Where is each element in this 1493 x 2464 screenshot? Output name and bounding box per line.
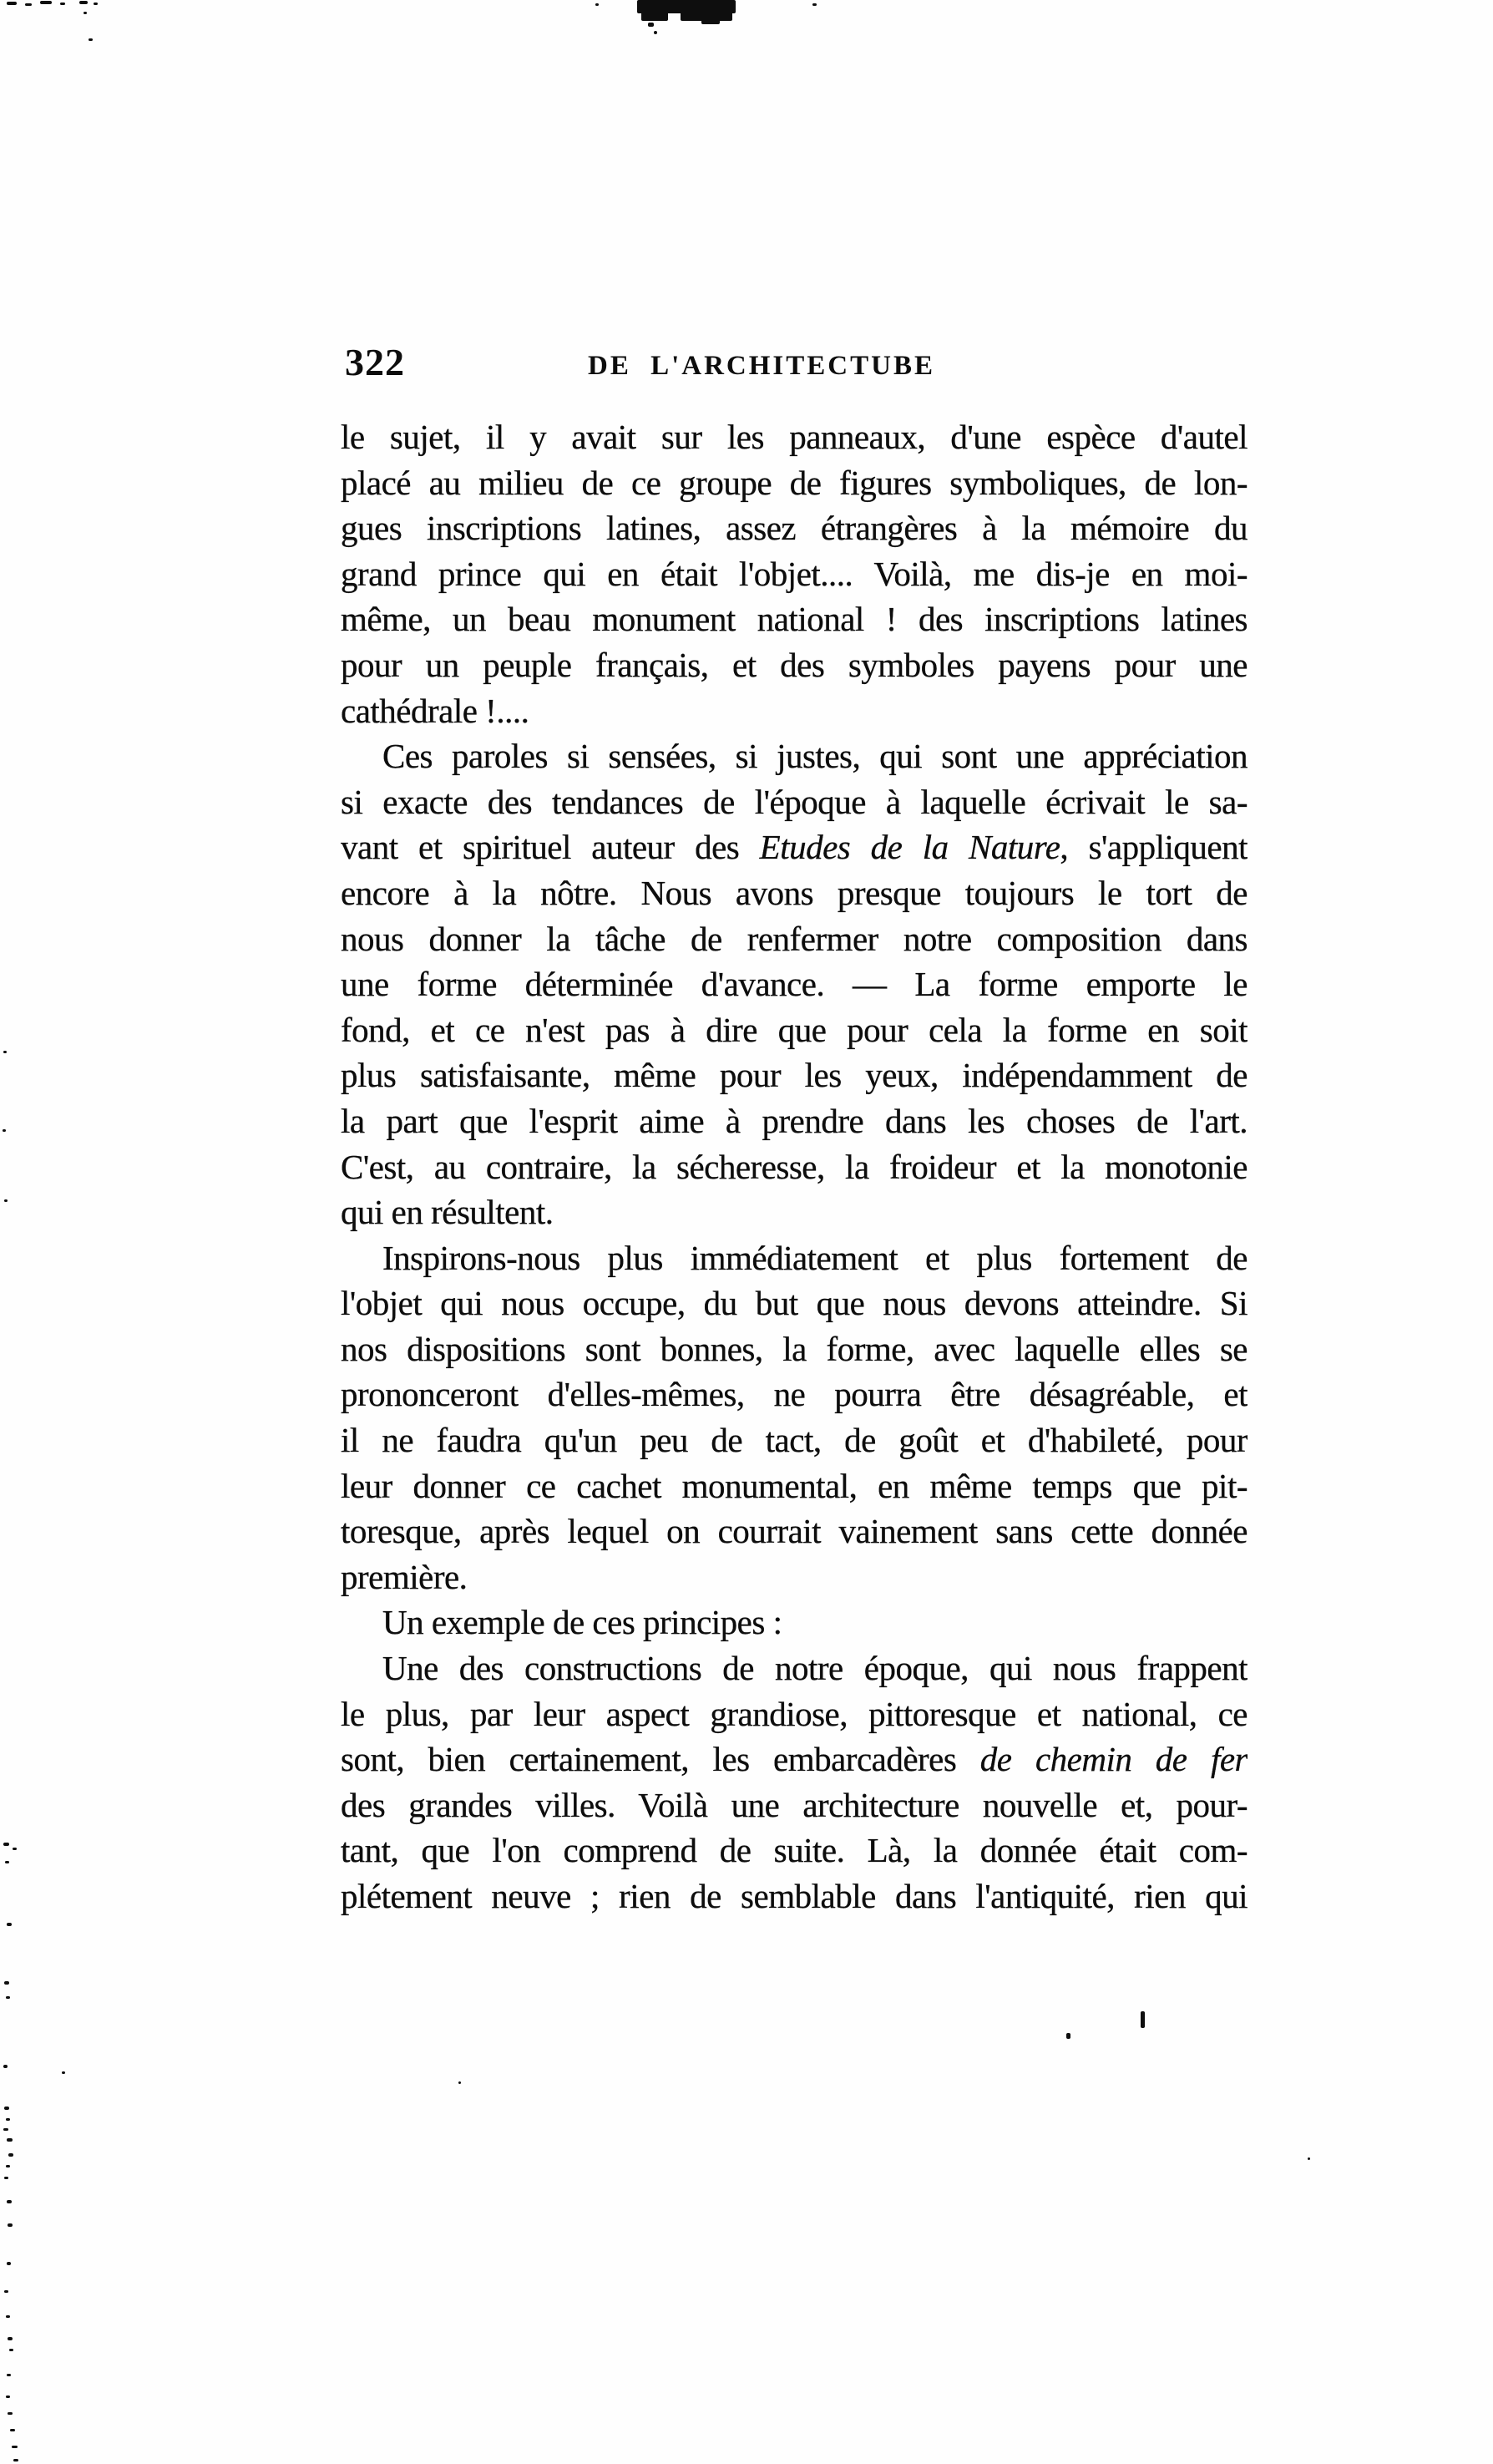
ink-speck [6,2165,10,2167]
text-segment: le plus, par leur aspect grandiose, pittoresque et national, ce [341,1694,1248,1733]
text-segment: vant et spirituel auteur des [341,828,760,867]
text-line [341,916,1248,962]
text-segment: grand prince qui en était l'objet.... Voilà, me dis-je en moi- [341,554,1248,593]
text-line [341,1144,1248,1190]
ink-speck [8,2412,13,2415]
text-segment: l'objet qui nous occupe, du but que nous devons atteindre. Si [341,1284,1248,1323]
text-segment: tant, que l'on comprend de suite. Là, la donnée était com- [341,1831,1248,1870]
ink-speck [1141,2011,1145,2028]
ink-speck [13,2459,18,2461]
ink-speck [6,2396,10,2398]
italic-phrase: Etudes de la Nature [759,828,1060,867]
ink-speck [89,38,93,41]
ink-speck [595,3,599,6]
ink-speck [701,19,720,24]
ink-speck [5,1861,9,1863]
ink-speck [3,1843,9,1846]
text-segment: une forme déterminée d'avance. — La forme emporte le [341,965,1248,1004]
text-line [341,1782,1248,1828]
ink-speck [4,1199,8,1202]
text-line [341,551,1248,597]
text-segment: prononceront d'elles-mêmes, ne pourra être désagréable, et [341,1375,1248,1414]
text-line [341,1371,1248,1417]
text-line [341,1554,1248,1600]
text-line [341,733,1248,779]
text-segment: sont, bien certainement, les embarcadères [341,1740,980,1779]
ink-speck [7,1923,12,1926]
ink-speck [641,12,668,21]
ink-speck [7,2374,11,2376]
ink-speck [84,12,87,14]
text-line [341,824,1248,870]
text-segment: fond, et ce n'est pas à dire que pour cela la forme en soit [341,1010,1248,1049]
text-line [341,1463,1248,1509]
text-segment: nos dispositions sont bonnes, la forme, avec laquelle elles se [341,1329,1248,1368]
text-segment: toresque, après lequel on courrait vainement sans cette donnée [341,1512,1248,1551]
ink-speck [812,3,817,6]
text-line [341,1873,1248,1919]
text-line [341,642,1248,688]
text-segment: Ces paroles si sensées, si justes, qui sont une appréciation [382,737,1248,776]
running-title: DE L'ARCHITECTUBE [588,351,935,381]
ink-speck [7,2200,12,2203]
text-line [341,1007,1248,1053]
running-head [0,341,1493,391]
text-segment: , s'appliquent [1060,828,1248,867]
text-line [341,1600,1248,1645]
text-line [341,1417,1248,1463]
ink-speck [62,2071,65,2074]
text-line [341,414,1248,460]
ink-speck [3,2128,8,2131]
text-line [341,961,1248,1007]
body-text [341,414,1248,1919]
text-segment: des grandes villes. Voilà une architecture nouvelle et, pour- [341,1785,1248,1824]
ink-speck [4,2107,9,2110]
text-segment: Inspirons-nous plus immédiatement et plus fortement de [382,1238,1248,1277]
ink-speck [7,2138,13,2142]
text-line [341,1736,1248,1782]
text-segment: première. [341,1557,468,1596]
text-line [341,460,1248,506]
ink-speck [7,2,17,5]
text-segment: plétement neuve ; rien de semblable dans l'antiquité, rien qui [341,1877,1248,1915]
ink-speck [9,2349,13,2351]
text-segment: Une des constructions de notre époque, qui nous frappent [382,1649,1248,1688]
ink-speck [6,2118,10,2121]
text-line [341,1235,1248,1281]
text-segment: C'est, au contraire, la sécheresse, la froideur et la monotonie [341,1147,1248,1186]
text-segment: placé au milieu de ce groupe de figures symboliques, de lon- [341,463,1248,502]
ink-speck [3,1051,7,1053]
ink-speck [654,31,657,34]
text-line [341,1280,1248,1326]
text-line [341,688,1248,734]
ink-speck [6,1996,10,1999]
text-segment: encore à la nôtre. Nous avons presque toujours le tort de [341,873,1248,912]
ink-speck [1066,2033,1070,2039]
ink-speck [4,2177,8,2179]
text-segment: le sujet, il y avait sur les panneaux, d'une espèce d'autel [341,418,1248,456]
text-line [341,870,1248,916]
ink-speck [10,2429,15,2431]
ink-speck [3,1129,6,1132]
ink-speck [60,3,65,5]
text-segment: même, un beau monument national ! des inscriptions latines [341,600,1248,639]
text-line [341,505,1248,551]
text-segment: leur donner ce cachet monumental, en même temps que pit- [341,1466,1248,1505]
ink-speck [6,2315,10,2318]
ink-speck [3,2065,8,2068]
text-segment: nous donner la tâche de renfermer notre composition dans [341,919,1248,958]
ink-speck [94,3,98,5]
ink-speck [458,2081,461,2084]
ink-speck [12,2446,18,2448]
text-segment: plus satisfaisante, même pour les yeux, indépendamment de [341,1056,1248,1095]
ink-speck [4,1981,9,1985]
text-line [341,1098,1248,1144]
text-segment: Un exemple de ces principes : [382,1603,782,1642]
text-segment: si exacte des tendances de l'époque à laquelle écrivait le sa- [341,782,1248,821]
ink-speck [648,23,654,27]
text-segment: gues inscriptions latines, assez étrangères à la mémoire du [341,509,1248,548]
text-segment: cathédrale !.... [341,691,529,730]
ink-speck [79,1,88,4]
ink-speck [1308,2157,1310,2160]
text-line [341,1189,1248,1235]
ink-speck [13,1848,17,1850]
text-line [341,1052,1248,1098]
text-segment: il ne faudra qu'un peu de tact, de goût et d'habileté, pour [341,1421,1248,1460]
ink-speck [8,2223,13,2227]
text-segment: pour un peuple français, et des symboles payens pour une [341,645,1248,684]
text-line [341,1326,1248,1372]
text-line [341,1828,1248,1873]
text-line [341,596,1248,642]
ink-speck [25,3,32,6]
text-segment: la part que l'esprit aime à prendre dans les choses de l'art. [341,1101,1248,1140]
text-line [341,1691,1248,1737]
text-line [341,1645,1248,1691]
ink-speck [8,2337,13,2340]
text-segment: qui en résultent. [341,1193,554,1232]
page-number: 322 [345,341,405,383]
ink-speck [8,2153,13,2157]
italic-phrase: de chemin de fer [979,1740,1248,1779]
text-line [341,1508,1248,1554]
ink-speck [7,2262,11,2265]
ink-speck [4,2290,8,2293]
ink-speck [40,1,52,4]
text-line [341,779,1248,825]
